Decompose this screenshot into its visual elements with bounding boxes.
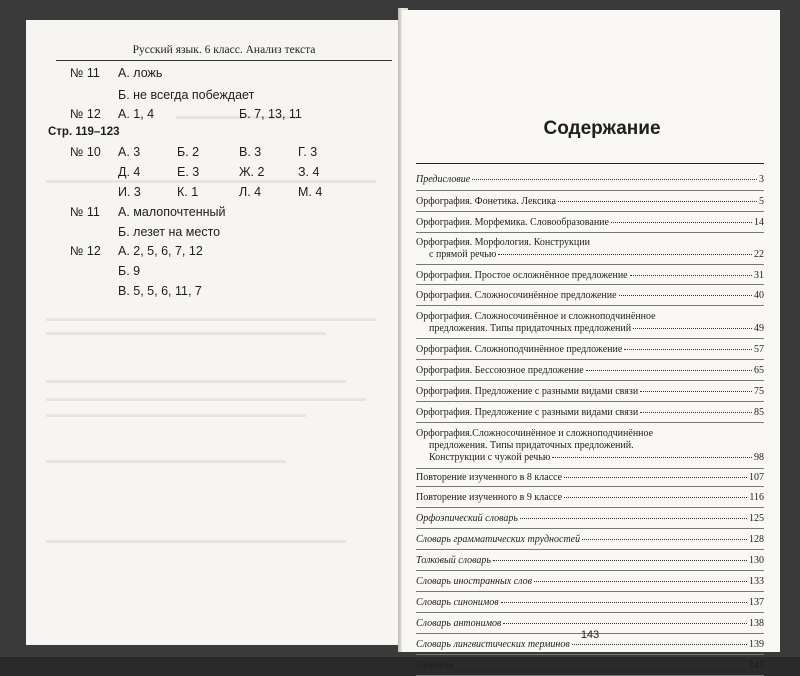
toc-entry-page: 137	[749, 597, 764, 608]
answer-item: В. 5, 5, 6, 11, 7	[118, 284, 202, 298]
leader-dots	[558, 201, 757, 202]
answer-item: К. 1	[177, 185, 199, 199]
toc-entry-title: Повторение изученного в 9 классе	[416, 492, 563, 503]
toc-entry-title: Орфография. Сложносочинённое и сложноподчинённое	[416, 311, 656, 322]
toc-entry-title: Повторение изученного в 8 классе	[416, 472, 563, 483]
toc-entry[interactable]	[416, 191, 764, 212]
answer-item: Ж. 2	[239, 165, 265, 179]
leader-dots	[501, 602, 747, 603]
task-number: № 12	[70, 244, 101, 258]
page-number: 143	[580, 629, 600, 641]
bleed-through	[46, 180, 376, 183]
toc-entry-page: 133	[749, 576, 764, 587]
toc-entry-title: Орфография. Фонетика. Лексика	[416, 196, 556, 207]
leader-dots	[582, 539, 747, 540]
toc-entry-title-cont: предложения. Типы придаточных предложений.	[429, 440, 634, 451]
toc-entry-page: 22	[754, 249, 764, 260]
toc-entry-title: Орфография. Морфемика. Словообразование	[416, 217, 609, 228]
leader-dots	[534, 581, 747, 582]
toc-entry-page: 3	[759, 174, 764, 185]
toc-entry-title: Словарь синонимов	[416, 597, 499, 608]
toc-entry[interactable]	[416, 265, 764, 285]
toc-entry-page: 128	[749, 534, 764, 545]
leader-dots	[564, 477, 747, 478]
leader-dots	[564, 497, 747, 498]
toc-entry[interactable]	[416, 339, 764, 360]
toc-entry[interactable]	[416, 508, 764, 529]
toc-entry-page: 141	[749, 660, 764, 671]
toc-entry[interactable]	[416, 529, 764, 550]
answer-item: Г. 3	[298, 145, 318, 159]
toc-entry-page: 116	[749, 492, 764, 503]
bleed-through	[46, 414, 306, 417]
leader-dots	[498, 254, 752, 255]
toc-entry-title-cont: Конструкции с чужой речью	[429, 452, 551, 463]
task-number: № 10	[70, 145, 101, 159]
toc-entry-page: 65	[754, 365, 764, 376]
leader-dots	[572, 644, 747, 645]
toc-entry-title: Ответы	[416, 660, 454, 671]
bleed-through	[46, 398, 366, 401]
leader-dots	[640, 412, 752, 413]
answer-item: Б. лезет на место	[118, 225, 221, 239]
toc-entry-page: 5	[759, 196, 764, 207]
toc-entry-title: Орфоэпический словарь	[416, 513, 518, 524]
toc-entry[interactable]	[416, 306, 764, 339]
toc-entry-page: 85	[754, 407, 764, 418]
toc-entry[interactable]	[416, 592, 764, 613]
leader-dots	[493, 560, 747, 561]
leader-dots	[630, 275, 752, 276]
task-number: № 11	[70, 205, 100, 219]
bleed-through	[46, 332, 326, 335]
toc-entry-title: Словарь иностранных слов	[416, 576, 532, 587]
toc-entry-page: 125	[749, 513, 764, 524]
answer-item: А. 1, 4	[118, 107, 155, 121]
bleed-through	[46, 380, 346, 383]
leader-dots	[624, 349, 752, 350]
answer-item: В. 3	[239, 145, 262, 159]
leader-dots	[455, 665, 747, 666]
toc-entry-title: Словарь грамматических трудностей	[416, 534, 581, 545]
answer-item: И. 3	[118, 185, 141, 199]
answer-item: Б. 9	[118, 264, 141, 278]
answer-item: А. малопочтенный	[118, 205, 226, 219]
answer-item: М. 4	[298, 185, 323, 199]
toc-entry-title: Словарь антонимов	[416, 618, 502, 629]
toc-entry-page: 98	[754, 452, 764, 463]
task-number: № 12	[70, 107, 101, 121]
answer-item: А. 2, 5, 6, 7, 12	[118, 244, 203, 258]
answer-item: А. 3	[118, 145, 141, 159]
toc-entry-title: Орфография. Сложносочинённое предложение	[416, 290, 617, 301]
toc-entry-title: Орфография. Морфология. Конструкции	[416, 237, 590, 248]
answer-item: Е. 3	[177, 165, 200, 179]
leader-dots	[586, 370, 752, 371]
left-page	[26, 20, 406, 645]
right-page	[402, 10, 780, 671]
answer-item: Б. 7, 13, 11	[239, 107, 302, 121]
toc-entry-title: Орфография.Сложносочинённое и сложноподчинённое	[416, 428, 654, 439]
toc-entry[interactable]	[416, 655, 764, 676]
toc-entry[interactable]	[416, 423, 764, 469]
running-head-rule	[56, 60, 392, 61]
leader-dots	[611, 222, 752, 223]
toc-entry-page: 49	[754, 323, 764, 334]
running-head: Русский язык. 6 класс. Анализ текста	[132, 44, 316, 56]
leader-dots	[472, 179, 757, 180]
answer-item: Б. не всегда побеждает	[118, 88, 255, 102]
toc-entry-title: Орфография. Простое осложнённое предложение	[416, 270, 628, 281]
leader-dots	[633, 328, 752, 329]
leader-dots	[619, 295, 752, 296]
leader-dots	[520, 518, 747, 519]
leader-dots	[503, 623, 747, 624]
toc-entry-page: 75	[754, 386, 764, 397]
toc-entry[interactable]	[416, 169, 764, 191]
title-rule	[416, 163, 764, 164]
page-range-heading: Стр. 119–123	[48, 126, 120, 138]
toc-entry[interactable]	[416, 212, 764, 233]
answer-item: А. ложь	[118, 66, 163, 80]
toc-entry-page: 40	[754, 290, 764, 301]
toc-entry-page: 14	[754, 217, 764, 228]
toc-entry-page: 139	[749, 639, 764, 650]
toc-entry-page: 107	[749, 472, 764, 483]
toc-entry-title: Орфография. Предложение с разными видами связи	[416, 386, 639, 397]
toc-entry-page: 31	[754, 270, 764, 281]
answer-item: Б. 2	[177, 145, 200, 159]
answer-item: Д. 4	[118, 165, 141, 179]
answer-item: Л. 4	[239, 185, 262, 199]
toc-entry[interactable]	[416, 571, 764, 592]
leader-dots	[640, 391, 752, 392]
toc-entry[interactable]	[416, 402, 764, 423]
bleed-through	[46, 318, 376, 321]
toc-entry-title: Орфография. Бессоюзное предложение	[416, 365, 584, 376]
answer-item: З. 4	[298, 165, 320, 179]
table-of-contents	[416, 169, 764, 676]
toc-entry-page: 130	[749, 555, 764, 566]
toc-entry[interactable]	[416, 381, 764, 402]
toc-entry-page: 138	[749, 618, 764, 629]
task-number: № 11	[70, 66, 100, 80]
toc-entry-title: Предисловие	[416, 174, 471, 185]
toc-entry[interactable]	[416, 233, 764, 265]
toc-entry[interactable]	[416, 360, 764, 381]
toc-entry-title: Толковый словарь	[416, 555, 491, 566]
toc-entry-title: Орфография. Предложение с разными видами связи	[416, 407, 639, 418]
toc-entry[interactable]	[416, 487, 764, 508]
bleed-through	[46, 540, 346, 543]
leader-dots	[552, 457, 752, 458]
toc-entry-title-cont: с прямой речью	[429, 249, 497, 260]
toc-entry-page: 57	[754, 344, 764, 355]
toc-entry[interactable]	[416, 469, 764, 487]
toc-entry-title-cont: предложения. Типы придаточных предложений	[429, 323, 632, 334]
toc-entry[interactable]	[416, 285, 764, 306]
page-title: Содержание	[543, 118, 661, 139]
toc-entry-title: Словарь лингвистических терминов	[416, 639, 570, 650]
toc-entry-title: Орфография. Сложноподчинённое предложение	[416, 344, 623, 355]
bleed-through	[46, 460, 286, 463]
toc-entry[interactable]	[416, 550, 764, 571]
